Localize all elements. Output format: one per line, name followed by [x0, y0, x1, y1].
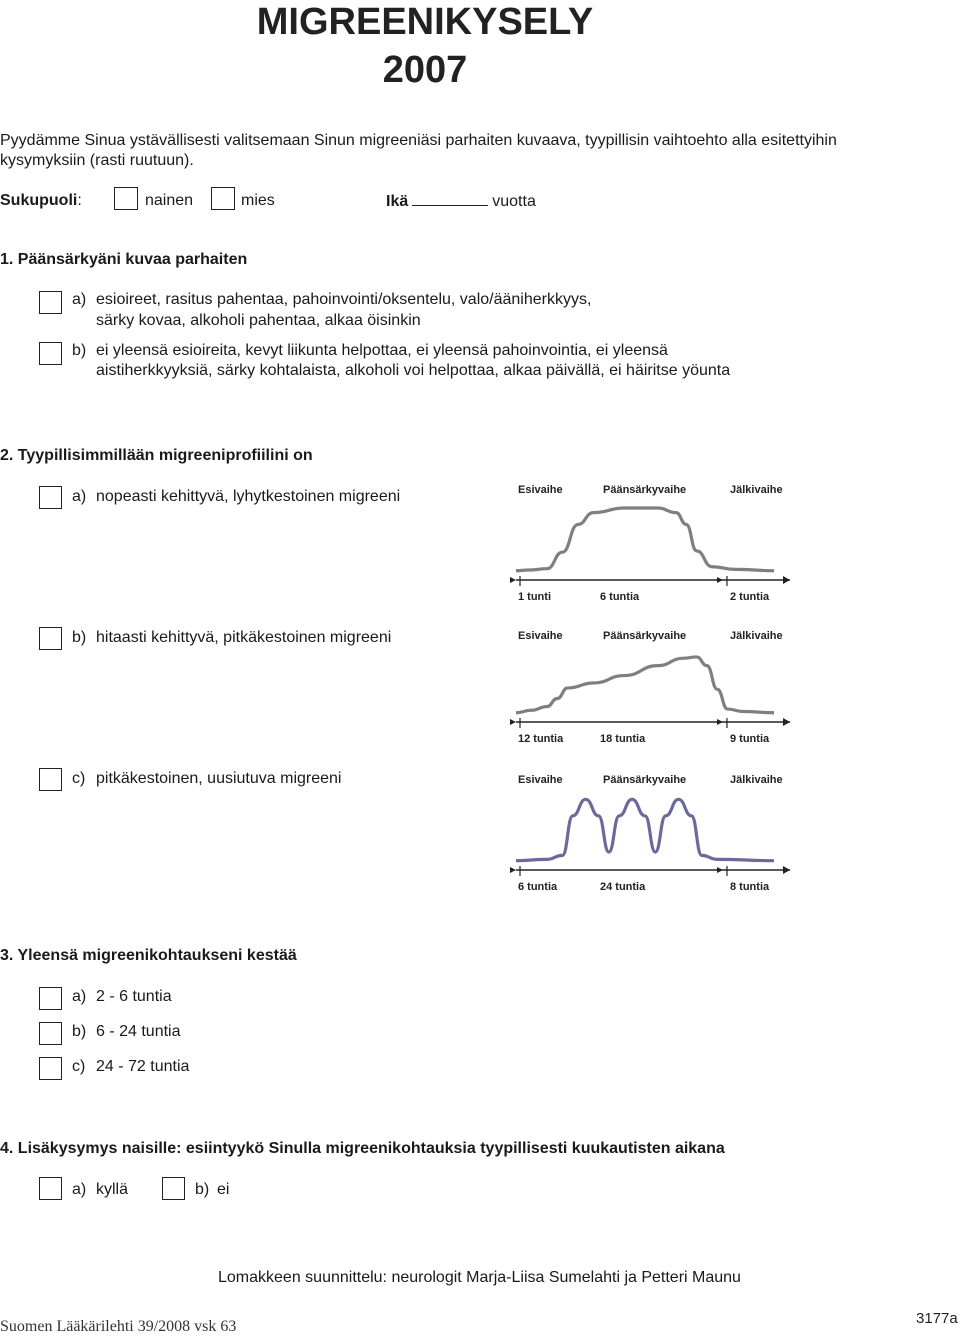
chart-phase-label: Päänsärkyvaihe	[603, 774, 687, 786]
chart-phase-label: Päänsärkyvaihe	[603, 484, 687, 496]
question-2-title: 2. Tyypillisimmillään migreeniprofiilini on	[0, 447, 313, 464]
q2-c-letter: c)	[72, 770, 86, 787]
q1-b-line2: aistiherkkyyksiä, särky kohtalaista, alkoholi voi helpottaa, alkaa päivällä, ei häiritse yöunta	[96, 362, 731, 379]
chart-phase-label: Esivaihe	[518, 484, 563, 496]
q2-c-text: pitkäkestoinen, uusiutuva migreeni	[96, 770, 342, 787]
chart-duration-label: 1 tunti	[518, 591, 551, 603]
checkbox-q2-b[interactable]	[39, 627, 62, 650]
q4-a-text: kyllä	[96, 1181, 129, 1198]
chart-duration-label: 24 tuntia	[600, 881, 646, 893]
age-unit: vuotta	[492, 193, 536, 210]
checkbox-q4-b[interactable]	[162, 1177, 185, 1200]
checkbox-q3-c[interactable]	[39, 1057, 62, 1080]
chart-duration-label: 6 tuntia	[600, 591, 640, 603]
credits: Lomakkeen suunnittelu: neurologit Marja-Liisa Sumelahti ja Petteri Maunu	[218, 1269, 741, 1286]
chart-duration-label: 9 tuntia	[730, 733, 770, 745]
option-female-label: nainen	[145, 192, 194, 209]
chart-phase-arrow	[717, 577, 723, 583]
migraine-profile-chart-a	[508, 478, 798, 606]
question-3-title: 3. Yleensä migreenikohtaukseni kestää	[0, 947, 297, 964]
chart-phase-label: Jälkivaihe	[730, 774, 783, 786]
checkbox-q1-b[interactable]	[39, 342, 62, 365]
intro-text: Pyydämme Sinua ystävällisesti valitsemaan Sinun migreeniäsi parhaiten kuvaava, tyypillisin vaihtoehto alla esitettyihin kysymyksiin (rasti ruutuun).	[0, 132, 837, 169]
question-4-title: 4. Lisäkysymys naisille: esiintyykö Sinulla migreenikohtauksia tyypillisesti kuukautisten aikana	[0, 1140, 725, 1157]
q3-a-text: 2 - 6 tuntia	[96, 988, 172, 1005]
chart-phase-label: Esivaihe	[518, 774, 563, 786]
chart-series-line	[516, 799, 774, 860]
gender-row	[0, 191, 82, 211]
question-1-title: 1. Päänsärkyäni kuvaa parhaiten	[0, 251, 248, 268]
page-code: 3177a	[916, 1310, 958, 1327]
page-year: 2007	[382, 49, 468, 91]
chart-duration-label: 18 tuntia	[600, 733, 646, 745]
chart-phase-label: Päänsärkyvaihe	[603, 630, 687, 642]
q1-b-letter: b)	[72, 342, 87, 359]
migraine-profile-chart-c	[508, 768, 798, 896]
chart-axis-arrow	[783, 576, 790, 584]
q2-a-letter: a)	[72, 488, 87, 505]
q1-a-letter: a)	[72, 291, 87, 308]
migraine-profile-chart-b	[508, 624, 798, 748]
q1-a-line1: esioireet, rasitus pahentaa, pahoinvointi/oksentelu, valo/ääniherkkyys,	[96, 291, 592, 308]
age-input-line[interactable]	[412, 191, 488, 206]
checkbox-male[interactable]	[211, 187, 235, 210]
checkbox-q4-a[interactable]	[39, 1177, 62, 1200]
checkbox-q2-a[interactable]	[39, 486, 62, 509]
gender-label: Sukupuoli	[0, 192, 78, 209]
q1-a-line2: särky kovaa, alkoholi pahentaa, alkaa öisinkin	[96, 312, 421, 329]
checkbox-q3-a[interactable]	[39, 987, 62, 1010]
q2-a-text: nopeasti kehittyvä, lyhytkestoinen migreeni	[96, 488, 401, 505]
option-male-label: mies	[241, 192, 275, 209]
journal-reference: Suomen Lääkärilehti 39/2008 vsk 63	[0, 1318, 237, 1335]
gender-colon: :	[77, 192, 82, 209]
chart-duration-label: 8 tuntia	[730, 881, 770, 893]
q3-b-text: 6 - 24 tuntia	[96, 1023, 181, 1040]
q4-b-letter: b)	[195, 1181, 210, 1198]
chart-axis-arrow	[783, 866, 790, 874]
chart-phase-label: Esivaihe	[518, 630, 563, 642]
checkbox-q2-c[interactable]	[39, 768, 62, 791]
q3-c-letter: c)	[72, 1058, 86, 1075]
chart-phase-arrow	[717, 867, 723, 873]
q3-c-text: 24 - 72 tuntia	[96, 1058, 190, 1075]
q3-a-letter: a)	[72, 988, 87, 1005]
age-label: Ikä	[386, 193, 409, 210]
checkbox-q1-a[interactable]	[39, 291, 62, 314]
chart-phase-arrow	[510, 577, 516, 583]
q4-b-text: ei	[217, 1181, 230, 1198]
q3-b-letter: b)	[72, 1023, 87, 1040]
chart-duration-label: 12 tuntia	[518, 733, 564, 745]
chart-series-line	[516, 657, 774, 713]
page-title: MIGREENIKYSELY	[256, 1, 594, 43]
q2-b-letter: b)	[72, 629, 87, 646]
chart-phase-label: Jälkivaihe	[730, 630, 783, 642]
q1-b-line1: ei yleensä esioireita, kevyt liikunta helpottaa, ei yleensä pahoinvointia, ei yleensä	[96, 342, 668, 359]
chart-duration-label: 6 tuntia	[518, 881, 558, 893]
chart-phase-arrow	[717, 719, 723, 725]
age-row	[386, 191, 536, 212]
chart-duration-label: 2 tuntia	[730, 591, 770, 603]
chart-phase-arrow	[510, 867, 516, 873]
chart-series-line	[516, 508, 774, 571]
checkbox-q3-b[interactable]	[39, 1022, 62, 1045]
checkbox-female[interactable]	[114, 187, 138, 210]
chart-axis-arrow	[783, 718, 790, 726]
chart-phase-arrow	[510, 719, 516, 725]
chart-phase-label: Jälkivaihe	[730, 484, 783, 496]
q2-b-text: hitaasti kehittyvä, pitkäkestoinen migreeni	[96, 629, 392, 646]
q4-a-letter: a)	[72, 1181, 87, 1198]
